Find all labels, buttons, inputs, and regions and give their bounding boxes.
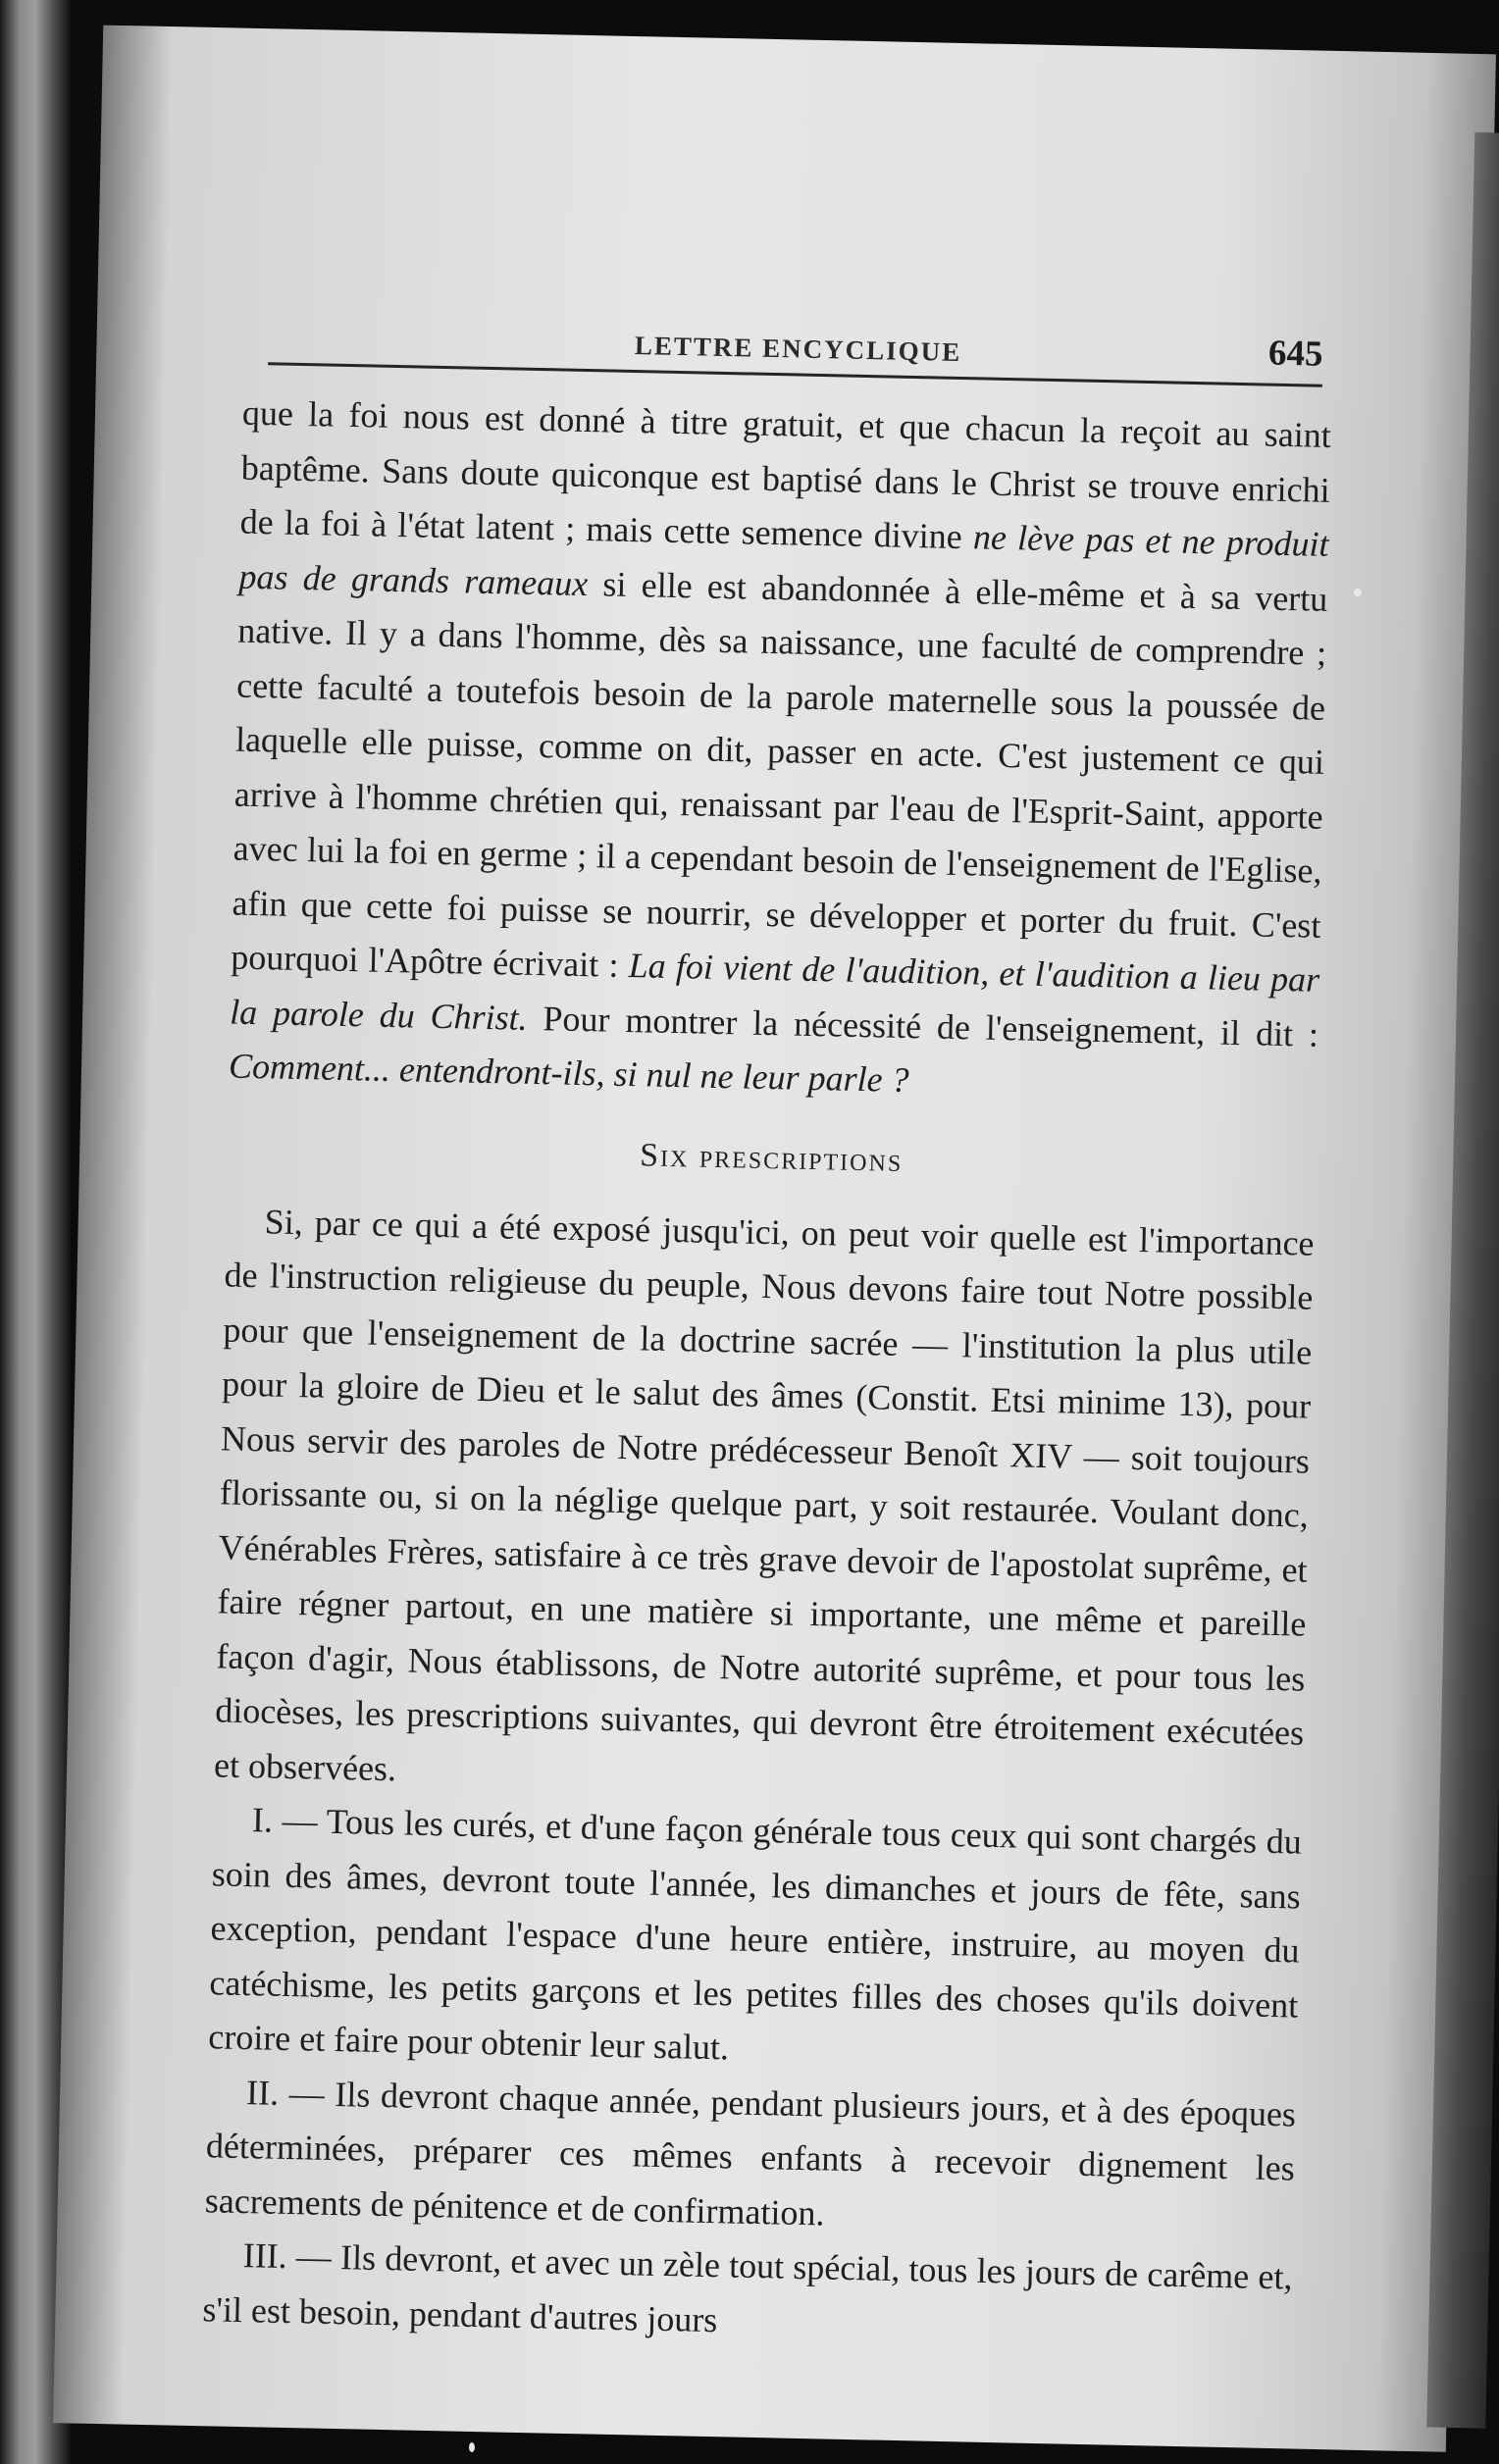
page-stack-edge <box>1426 132 1499 2429</box>
text-run: Si, par ce qui a été exposé jusqu'ici, on peut voir quelle est l'importance de l'instruction religieuse du peuple, Nous devons faire tout Notre possible pour que l'enseignement de la doctrine sacrée — l'institution la plus utile pour la gloire de Dieu et le salut des âmes (Constit. Etsi minime 13), pour Nous servir des paroles de Notre prédécesseur Benoît XIV — soit toujours florissante ou, si on la néglige quelque part, y soit restaurée. Voulant donc, Vénérables Frères, satisfaire à ce très grave devoir de l'apostolat suprême, et faire régner partout, en une matière si importante, une même et pareille façon d'agir, Nous établissons, de Notre autorité suprême, et pour tous les diocèses, les prescriptions suivantes, qui devront être étroitement exécutées et observées. <box>213 1201 1315 1788</box>
paragraph <box>228 386 1331 1117</box>
dust-speck <box>469 2442 475 2452</box>
text-run: si elle est abandonnée à elle-même et à sa vertu native. Il y a dans l'homme, dès sa naissance, une faculté de comprendre ; cette faculté a toutefois besoin de la parole maternelle sous la poussée de laquelle elle puisse, comme on dit, passer en acte. C'est justement ce qui arrive à l'homme chrétien qui, renaissant par l'eau de l'Esprit-Saint, apporte avec lui la foi en germe ; il a cependant besoin de l'enseignement de l'Eglise, afin que cette foi puisse se nourrir, se développer et porter du fruit. C'est pourquoi l'Apôtre écrivait : <box>231 563 1328 986</box>
paragraph <box>204 2065 1296 2251</box>
text-run: III. — Ils devront, et avec un zèle tout spécial, tous les jours de carême et, s'il est besoin, pendant d'autres jours <box>202 2235 1293 2339</box>
dust-speck <box>1354 589 1362 596</box>
paragraph <box>202 2228 1293 2359</box>
section-title: Six prescriptions <box>639 1136 904 1179</box>
italic-quote: La foi vient de l'audition, et l'audition a lieu par la parole du Christ. <box>229 946 1320 1038</box>
italic-quote: ne lève pas et ne produit pas de grands rameaux <box>238 517 1329 603</box>
continued-paragraph-group <box>228 386 1331 1117</box>
page-number: 645 <box>1267 333 1323 375</box>
text-run: I. — Tous les curés, et d'une façon générale tous ceux qui sont chargés du soin des âmes, devront toute l'année, les dimanches et jours de fête, sans exception, pendant l'espace d'une heure entière, instruire, au moyen du catéchisme, les petits garçons et les petites filles des choses qu'ils doivent croire et faire pour obtenir leur salut. <box>207 1800 1303 2068</box>
running-head: LETTRE ENCYCLIQUE <box>634 331 962 367</box>
prescriptions-paragraph-group <box>202 1194 1315 2359</box>
text-run: Pour montrer la nécessité de l'enseignement, il dit : <box>527 998 1319 1054</box>
body-text <box>202 386 1331 2360</box>
paragraph <box>214 1194 1316 1816</box>
italic-quote: Comment... entendront-ils, si nul ne leur parle ? <box>228 1046 909 1101</box>
page-header <box>268 303 1323 393</box>
text-run: que la foi nous est donné à titre gratuit, et que chacun la reçoit au saint baptême. Sans doute quiconque est baptisé dans le Christ se trouve enrichi de la foi à l'état latent ; mais cette semence divine <box>239 392 1332 557</box>
book-page <box>53 26 1496 2452</box>
text-run: II. — Ils devront chaque année, pendant plusieurs jours, et à des époques déterminées, préparer ces mêmes enfants à recevoir dignement les sacrements de pénitence et de confirmation. <box>204 2072 1297 2233</box>
header-rule <box>268 362 1322 387</box>
paragraph <box>208 1792 1303 2087</box>
